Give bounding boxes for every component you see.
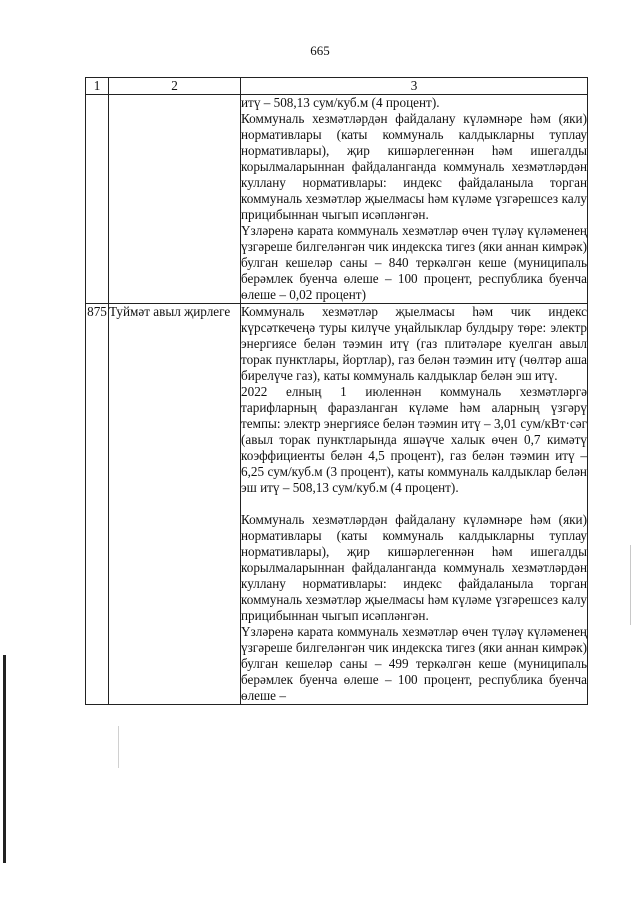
scan-artifact-line — [630, 545, 631, 625]
table-row — [86, 95, 588, 304]
paragraph: Үзләренә карата коммуналь хезмәтләр өчен түләү күләменең үзгәреше билгеләнгән чик индекска тигез (яки аннан кимрәк) булган кешеләр саны – 840 теркәлгән кеше (муниципаль берәмлек буенча өлеше – 100 процент, республика буенча өлеше – 0,02 процент) — [241, 223, 587, 302]
row-description — [241, 95, 588, 304]
paragraph: Үзләренә карата коммуналь хезмәтләр өчен түләү күләменең үзгәреше билгеләнгән чик индекска тигез (яки аннан кимрәк) булган кешеләр саны – 499 теркәлгән кеше (муниципаль берәмлек буенча өлеше – 100 процент, республика буенча өлеше – — [241, 624, 587, 703]
header-col-1: 1 — [86, 78, 109, 95]
scan-artifact-line — [118, 726, 119, 768]
table-row — [86, 304, 588, 705]
header-col-3: 3 — [241, 78, 588, 95]
paragraph: итү – 508,13 сум/куб.м (4 процент). — [241, 95, 440, 110]
page-number: 665 — [310, 43, 330, 58]
paragraph: 2022 елның 1 июленнән коммуналь хезмәтләргә тарифларның фаразланган күләме һәм аларның үзгәрү темпы: электр энергиясе белән тәэмин итү – 3,01 сум/кВт·сәг (авыл торак пунктларында яшәүче халык өчен 0,7 кимәтү коэффициенты белән 4,5 процент), газ белән тәэмин итү – 6,25 сум/куб.м (3 процент), каты коммуналь калдыклар белән эш итү – 508,13 сум/куб.м (4 процент). — [241, 384, 587, 495]
settlement-name — [109, 95, 241, 304]
settlement-name: Туймәт авыл җирлеге — [109, 304, 241, 705]
document-table — [85, 77, 588, 705]
paragraph: Коммуналь хезмәтләрдән файдалану күләмнәре һәм (яки) нормативлары (каты коммуналь калдыкларны туплау нормативлары), җир кишәрлегеннән һәм ишегалды корылмаларыннан файдаланганда коммуналь хезмәтләрдән куллану нормативлары: индекс файдаланыла торган коммуналь хезмәтләр җыелмасы һәм күләме үзгәрешсез калу прицибыннан чыгып исәпләнгән. — [241, 111, 587, 222]
row-description — [241, 304, 588, 705]
margin-binding-line — [3, 655, 6, 863]
header-col-2: 2 — [109, 78, 241, 95]
blank-paragraph — [241, 496, 587, 512]
paragraph: Коммуналь хезмәтләр җыелмасы һәм чик индекс күрсәткечеңә туры килүче уңайлыклар булдыру төре: электр энергиясе белән тәэмин итү (газ плитәләре куелган авыл торак пунктлары, йортлар), газ белән тәэмин итү (чөлтәр аша бирелүче газ), каты коммуналь калдыклар белән эш итү. — [241, 304, 587, 383]
table-header-row — [86, 78, 588, 95]
paragraph: Коммуналь хезмәтләрдән файдалану күләмнәре һәм (яки) нормативлары (каты коммуналь калдыкларны туплау нормативлары), җир кишәрлегеннән һәм ишегалды корылмаларыннан файдаланганда коммуналь хезмәтләрдән куллану нормативлары: индекс файдаланыла торган коммуналь хезмәтләр җыелмасы һәм күләме үзгәрешсез калу прицибыннан чыгып исәпләнгән. — [241, 512, 587, 623]
row-number: 875 — [86, 304, 109, 705]
row-number — [86, 95, 109, 304]
